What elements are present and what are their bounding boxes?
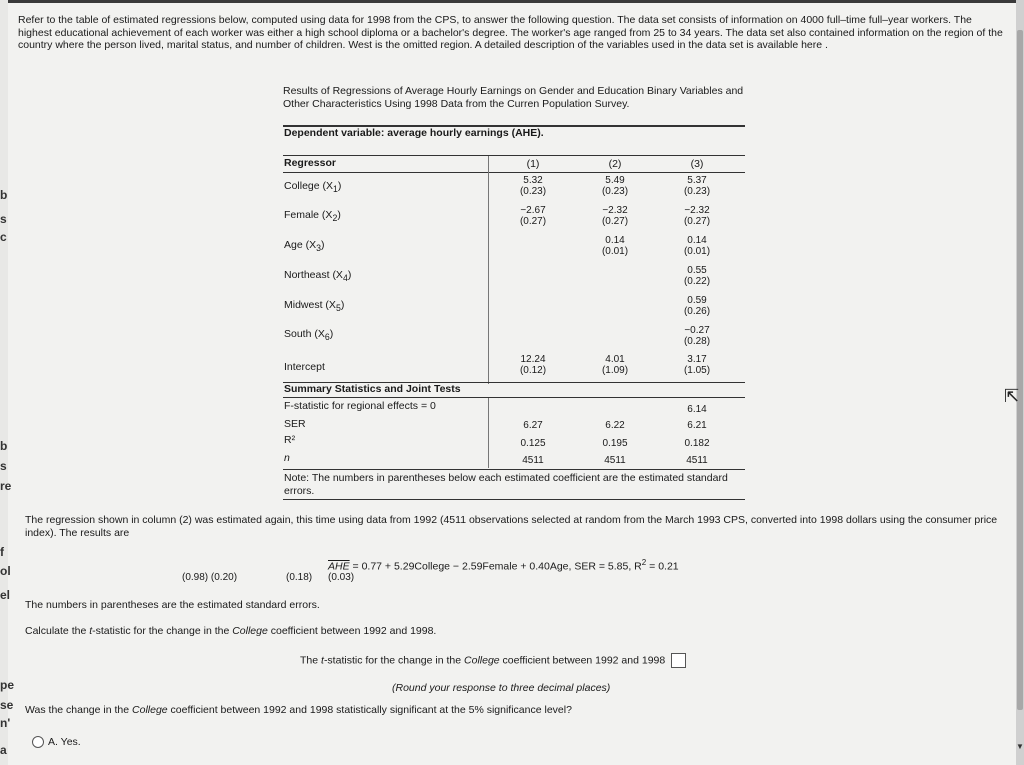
summary-value: 6.27 (523, 420, 543, 431)
table-cell: 3.17 (1.05) (683, 354, 711, 376)
second-paragraph: The regression shown in column (2) was estimated again, this time using data from 1992 (4511 observations selected at random from the March 1993 CPS, converted into 1998 dollars using the consumer price index). The results are (25, 514, 998, 539)
regressor-label: Northeast $(X_4)$ (284, 269, 352, 284)
summary-value: 0.182 (684, 438, 710, 449)
left-fragment: s (0, 212, 7, 226)
table-caption: Results of Regressions of Average Hourly Earnings on Gender and Education Binary Variables and Other Characteristics Using 1998 Data from the Curren Population Survey. (283, 85, 744, 110)
left-fragment: b (0, 439, 8, 453)
mouse-pointer-icon: ⇱ (1004, 386, 1020, 406)
table-cell: 0.59 (0.26) (683, 295, 711, 317)
summary-label: n (284, 452, 290, 464)
table-cell: 5.32 (0.23) (519, 175, 547, 197)
summary-rule-end (283, 469, 745, 470)
table-cell: 0.14 (0.01) (683, 235, 711, 257)
regressor-label: Age $(X_3)$ (284, 239, 325, 254)
significance-question: Was the change in the College coefficient between 1992 and 1998 statistically significant at the 5% significance level? (25, 704, 572, 716)
table-cell: 12.24 (0.12) (519, 354, 547, 376)
left-fragment: n' (0, 716, 11, 730)
left-fragment: el (0, 588, 11, 602)
summary-label: R² (284, 434, 296, 446)
summary-value: 0.195 (602, 438, 628, 449)
table-cell: −2.32 (0.27) (601, 205, 629, 227)
left-fragment: c (0, 230, 7, 244)
table-cell: −2.67 (0.27) (519, 205, 547, 227)
standard-errors: (0.18) (286, 572, 313, 583)
summary-header: Summary Statistics and Joint Tests (284, 383, 461, 395)
left-fragment: f (0, 545, 4, 559)
radio-button-icon[interactable] (32, 736, 44, 748)
summary-value: 4511 (604, 455, 626, 466)
dependent-variable-label: Dependent variable: average hourly earnings (AHE). (284, 127, 544, 139)
left-fragment: ol (0, 564, 11, 578)
table-cell: 0.55 (0.22) (683, 265, 711, 287)
t-statistic-answer-input[interactable] (671, 653, 686, 668)
regressor-label: Female $(X_2)$ (284, 209, 341, 224)
summary-label: F-statistic for regional effects = 0 (284, 400, 436, 412)
column-divider (488, 398, 489, 468)
column-header: (3) (690, 158, 704, 170)
summary-value: 6.14 (687, 404, 707, 415)
standard-errors: (0.98) (0.20) (182, 572, 238, 583)
left-fragment: s (0, 459, 7, 473)
left-panel-edge (0, 0, 11, 765)
se-note: The numbers in parentheses are the estimated standard errors. (25, 599, 320, 611)
scroll-down-arrow-icon[interactable]: ▼ (1016, 742, 1024, 751)
option-a-yes[interactable]: A. Yes. (32, 736, 81, 748)
regressor-label: Intercept (284, 361, 325, 373)
scrollbar-thumb[interactable] (1017, 30, 1023, 710)
regressor-label: South $(X_6)$ (284, 328, 334, 343)
table-cell: 5.49 (0.23) (601, 175, 629, 197)
summary-rule-bottom (283, 397, 745, 398)
rounding-hint: (Round your response to three decimal places) (392, 682, 611, 694)
top-border (0, 0, 1024, 3)
header-rule-bottom (283, 172, 745, 173)
table-bottom-rule (283, 499, 745, 500)
summary-value: 6.21 (687, 420, 707, 431)
regressor-header: Regressor (284, 157, 336, 169)
summary-value: 6.22 (605, 420, 625, 431)
regression-equation: $\overline{AHE} = 0.77$ + 5.29College − 2.59Female + 0.40Age, SER = 5.85, $R^2 = 0.21$ (328, 558, 679, 573)
summary-value: 0.125 (520, 438, 546, 449)
intro-text: Refer to the table of estimated regressions below, computed using data for 1998 from the CPS, to answer the following question. The data set consists of information on 4000 full–time full–year workers. The highest educational achievement of each worker was either a high school diploma or a bachelor's degree. The worker's age ranged from 25 to 34 years. The data set also contained information on the region of the country where the person lived, marital status, and number of children. West is the omitted region. A detailed description of the variables used in the data set is available here . (18, 14, 1003, 51)
left-fragment: pe (0, 678, 15, 692)
column-divider (488, 156, 489, 384)
summary-value: 4511 (686, 455, 708, 466)
table-cell: 5.37 (0.23) (683, 175, 711, 197)
table-cell: −2.32 (0.27) (683, 205, 711, 227)
left-fragment: a (0, 743, 7, 757)
header-rule-top (283, 155, 745, 156)
table-cell: 4.01 (1.09) (601, 354, 629, 376)
column-header: (2) (608, 158, 622, 170)
left-fragment: se (0, 698, 14, 712)
regressor-label: Midwest $(X_5)$ (284, 299, 345, 314)
regressor-label: College $(X_1)$ (284, 180, 342, 195)
summary-label: SER (284, 418, 306, 430)
left-fragment: b (0, 188, 8, 202)
task-text: Calculate the t-statistic for the change in the College coefficient between 1992 and 1998. (25, 625, 437, 637)
table-note: Note: The numbers in parentheses below each estimated coefficient are the estimated standard errors. (284, 472, 728, 497)
table-cell: 0.14 (0.01) (601, 235, 629, 257)
table-cell: −0.27 (0.28) (683, 325, 711, 347)
standard-errors: (0.03) (328, 572, 355, 583)
column-header: (1) (526, 158, 540, 170)
scrollbar[interactable] (1016, 0, 1024, 765)
summary-value: 4511 (522, 455, 544, 466)
answer-prompt: The t-statistic for the change in the College coefficient between 1992 and 1998 (300, 653, 686, 668)
left-fragment: re (0, 479, 12, 493)
